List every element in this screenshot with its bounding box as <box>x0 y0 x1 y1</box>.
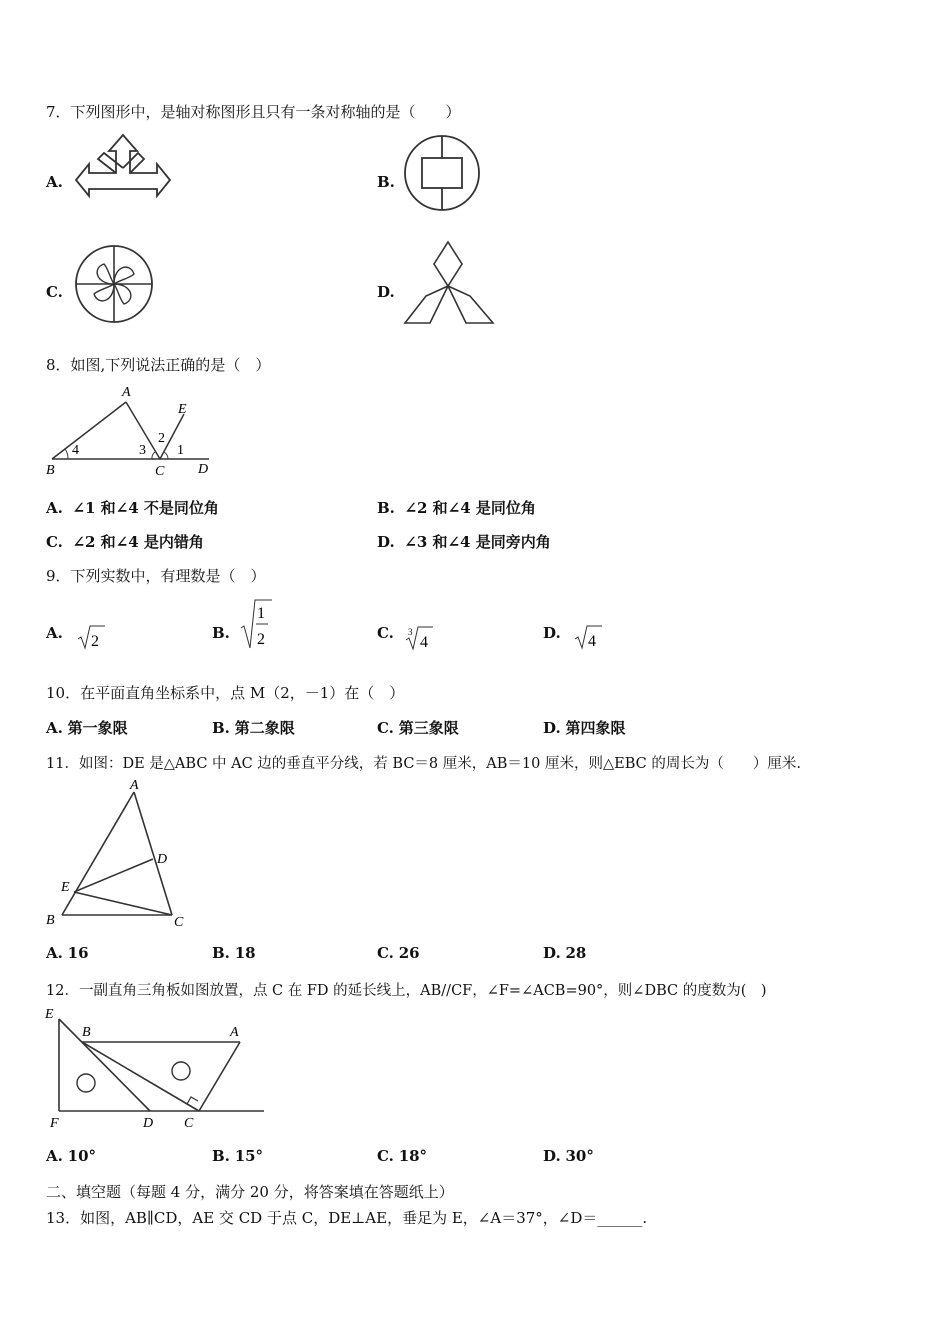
q11-option-c <box>377 944 420 962</box>
q10-option-b-text: 第二象限 <box>234 719 295 737</box>
q12-option-d <box>543 1147 594 1165</box>
q11-label-c: C <box>174 915 184 930</box>
q10-option-c-letter: C. <box>377 719 394 737</box>
q11-label-a: A <box>130 778 139 793</box>
q9-option-b-denominator: 2 <box>257 631 265 648</box>
q7-figure-circle-square <box>403 134 483 214</box>
q10-stem: 10．在平面直角坐标系中，点 M（2，－1）在（ ） <box>46 684 405 702</box>
q7-figure-arrows <box>74 133 174 213</box>
q8-angle-2: 2 <box>158 431 165 446</box>
q8-label-a: A <box>122 385 131 400</box>
q12-option-a-text: 10° <box>67 1147 97 1165</box>
q10-option-d-text: 第四象限 <box>565 719 626 737</box>
q9-option-c-letter: C. <box>377 624 394 642</box>
q9-option-c-index: 3 <box>408 627 413 637</box>
q8-option-a-text: ∠1 和∠4 不是同位角 <box>72 499 219 517</box>
q9-option-b-sqrt-fraction <box>240 598 274 652</box>
q9-option-d-letter: D. <box>543 624 561 642</box>
q11-label-e: E <box>61 880 70 895</box>
q7-figure-pinwheel <box>74 244 156 326</box>
q9-option-a-letter: A. <box>46 624 63 642</box>
q8-option-d-letter: D. <box>377 533 395 551</box>
q8-option-c-letter: C. <box>46 533 63 551</box>
q12-option-b-text: 15° <box>234 1147 264 1165</box>
q11-option-c-text: 26 <box>398 944 420 962</box>
q8-angle-3: 3 <box>139 443 146 458</box>
q12-figure <box>44 1005 274 1135</box>
q11-option-a-letter: A. <box>46 944 63 962</box>
q10-option-a <box>46 717 128 738</box>
q8-label-e: E <box>178 402 187 417</box>
q12-option-c-letter: C. <box>377 1147 394 1165</box>
q7-option-d-label: D. <box>377 283 395 301</box>
q8-figure <box>44 380 224 479</box>
q11-label-d: D <box>157 852 168 867</box>
q8-option-d-text: ∠3 和∠4 是同旁内角 <box>404 533 551 551</box>
q9-option-b-numerator: 1 <box>257 605 265 622</box>
q9-option-d-radicand: 4 <box>588 633 596 650</box>
q12-option-d-letter: D. <box>543 1147 561 1165</box>
q12-option-c <box>377 1147 427 1165</box>
q8-option-c <box>46 531 204 552</box>
q8-angle-1: 1 <box>177 443 184 458</box>
q9-option-a-sqrt <box>77 624 107 650</box>
q12-option-c-text: 18° <box>398 1147 428 1165</box>
q9-stem: 9．下列实数中，有理数是（ ） <box>46 567 266 585</box>
q11-option-d <box>543 944 586 962</box>
q8-option-b-text: ∠2 和∠4 是同位角 <box>404 499 536 517</box>
q8-option-a <box>46 497 219 518</box>
q10-option-a-letter: A. <box>46 719 63 737</box>
q9-option-b-letter: B. <box>212 624 230 642</box>
q12-label-c: C <box>184 1116 194 1131</box>
q12-label-f: F <box>50 1116 59 1131</box>
q9-option-c-radicand: 4 <box>420 634 428 651</box>
q12-option-a-letter: A. <box>46 1147 63 1165</box>
q8-label-d: D <box>198 462 209 477</box>
q11-option-a-text: 16 <box>67 944 89 962</box>
q9-option-a-radicand: 2 <box>91 633 99 650</box>
q11-option-a <box>46 944 89 962</box>
q10-option-b <box>212 717 295 738</box>
q8-option-c-text: ∠2 和∠4 是内错角 <box>72 533 204 551</box>
q7-stem: 7．下列图形中，是轴对称图形且只有一条对称轴的是（ ） <box>46 103 461 121</box>
q12-label-b: B <box>82 1025 91 1040</box>
q11-option-d-text: 28 <box>565 944 587 962</box>
q8-label-c: C <box>155 464 165 479</box>
q10-option-a-text: 第一象限 <box>67 719 128 737</box>
q12-label-d: D <box>143 1116 154 1131</box>
q12-option-a <box>46 1147 96 1165</box>
q8-label-b: B <box>46 463 55 478</box>
q8-stem: 8．如图,下列说法正确的是（ ） <box>46 356 271 374</box>
q7-option-b-label: B. <box>377 173 395 191</box>
q9-option-c-cbrt <box>405 624 437 652</box>
q8-option-a-letter: A. <box>46 499 63 517</box>
q7-figure-three-rhombus <box>403 240 499 328</box>
q10-option-c-text: 第三象限 <box>398 719 459 737</box>
q11-figure <box>44 778 204 933</box>
q7-option-c-label: C. <box>46 283 63 301</box>
q11-option-b-letter: B. <box>212 944 230 962</box>
q11-option-b <box>212 944 256 962</box>
q12-label-a: A <box>230 1025 239 1040</box>
q11-option-d-letter: D. <box>543 944 561 962</box>
q11-label-b: B <box>46 913 55 928</box>
q7-option-a-label: A. <box>46 173 63 191</box>
q9-option-d-sqrt <box>574 624 604 650</box>
q10-option-d <box>543 717 626 738</box>
q10-option-b-letter: B. <box>212 719 230 737</box>
q8-angle-4: 4 <box>72 443 79 458</box>
q12-option-b <box>212 1147 263 1165</box>
q8-option-d <box>377 531 551 552</box>
q12-stem: 12．一副直角三角板如图放置，点 C 在 FD 的延长线上，AB//CF，∠F=∠ACB=90°，则∠DBC 的度数为( ) <box>46 983 767 999</box>
q10-option-d-letter: D. <box>543 719 561 737</box>
q8-option-b <box>377 497 536 518</box>
q10-option-c <box>377 717 459 738</box>
q11-stem: 11．如图：DE 是△ABC 中 AC 边的垂直平分线，若 BC＝8 厘米，AB＝10 厘米，则△EBC 的周长为（ ）厘米. <box>46 756 801 772</box>
q12-option-d-text: 30° <box>565 1147 594 1165</box>
q12-option-b-letter: B. <box>212 1147 230 1165</box>
q8-option-b-letter: B. <box>377 499 395 517</box>
q13-stem: 13．如图，AB∥CD，AE 交 CD 于点 C，DE⊥AE，垂足为 E，∠A＝37°，∠D＝______. <box>46 1209 648 1227</box>
q11-option-b-text: 18 <box>234 944 256 962</box>
q12-label-e: E <box>45 1007 54 1022</box>
section-2-title: 二、填空题（每题 4 分，满分 20 分，将答案填在答题纸上） <box>46 1183 454 1201</box>
q11-option-c-letter: C. <box>377 944 394 962</box>
